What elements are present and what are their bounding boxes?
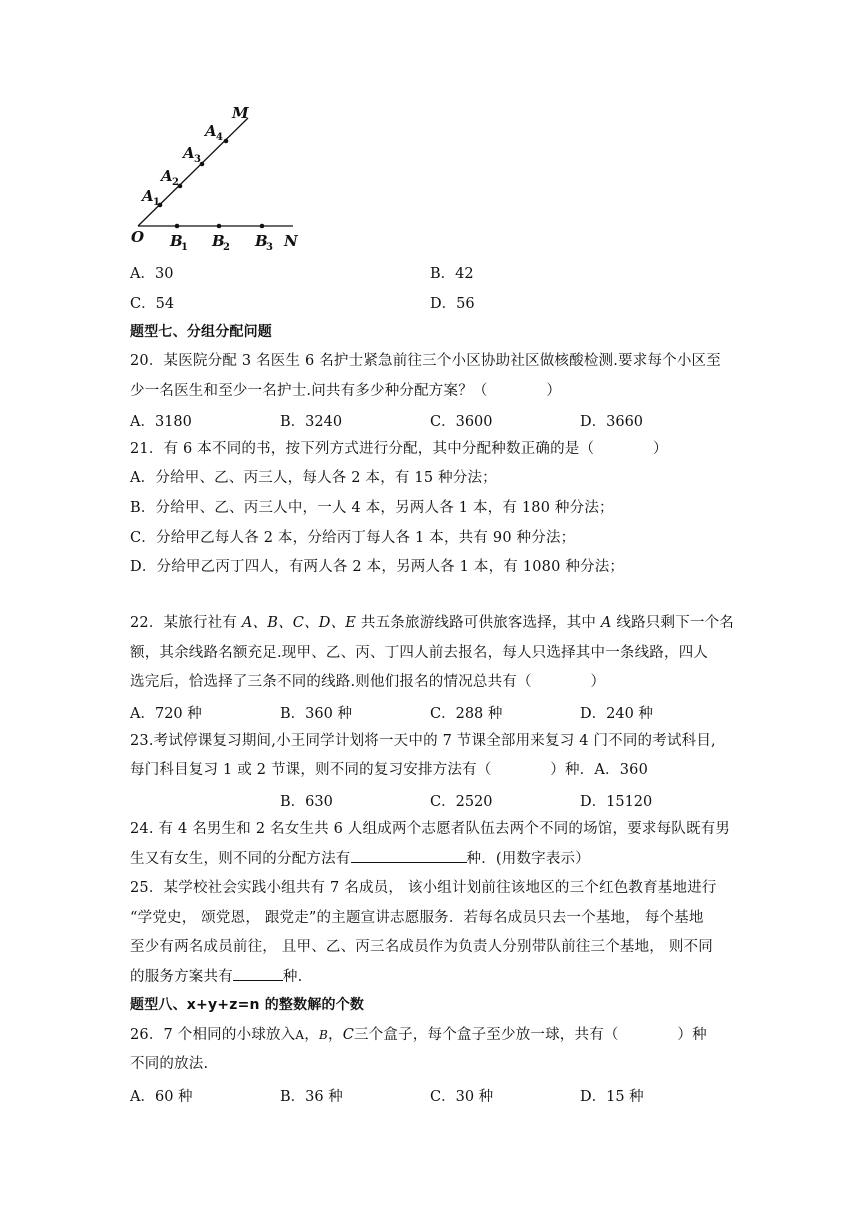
q22-option-b: B．360 种 [280, 706, 352, 722]
section-heading-8: 题型八、x+y+z=n 的整数解的个数 [130, 997, 365, 1013]
q21-option-c: C．分给甲乙每人各 2 本，分给丙丁每人各 1 本，共有 90 种分法； [130, 530, 576, 546]
q24-text-line1: 24. 有 4 名男生和 2 名女生共 6 人组成两个志愿者队伍去两个不同的场馆，要求每队既有男 [130, 821, 731, 837]
point-b2 [217, 224, 222, 229]
q19-option-d: D．56 [430, 296, 475, 312]
label-o: O [131, 228, 145, 246]
label-n: N [284, 232, 298, 250]
q24-answer-blank [351, 848, 467, 863]
q24-text-line2 [130, 848, 590, 869]
point-b1 [175, 224, 180, 229]
q20-option-b: B．3240 [280, 414, 343, 430]
angle-figure [128, 98, 308, 263]
q26-option-d: D．15 种 [580, 1089, 644, 1105]
label-b1-sub: 1 [181, 242, 188, 253]
q22-text-line3: 选完后，恰选择了三条不同的线路.则他们报名的情况总共有（ ） [130, 674, 606, 690]
q21-option-d: D．分给甲乙丙丁四人，有两人各 2 本，另两人各 1 本，有 1080 种分法； [130, 559, 625, 575]
label-a2-sub: 2 [172, 177, 179, 188]
label-m: M [232, 104, 249, 122]
q20-text-line1: 20．某医院分配 3 名医生 6 名护士紧急前往三个小区协助社区做核酸检测.要求每个小区至 [130, 353, 721, 369]
point-b3 [260, 224, 265, 229]
q22-text-line2: 额，其余线路名额充足.现甲、乙、丙、丁四人前去报名，每人只选择其中一条线路，四人 [130, 645, 709, 661]
label-a3: A [183, 144, 195, 162]
q20-option-d: D．3660 [580, 414, 644, 430]
q25-text-line4 [130, 966, 302, 987]
section-heading-7: 题型七、分组分配问题 [130, 324, 272, 340]
q22-line1-part2: 共五条旅游线路可供旅客选择，其中 [356, 615, 601, 631]
label-b2-sub: 2 [223, 242, 230, 253]
q26-option-c: C．30 种 [430, 1089, 494, 1105]
label-a3-sub: 3 [194, 154, 201, 165]
q26-box-b: B [318, 1028, 328, 1042]
q19-option-c: C．54 [130, 296, 175, 312]
q22-text-line1 [130, 613, 734, 633]
label-b3-sub: 3 [266, 242, 273, 253]
q25-text-line2: “学党史， 颂党恩， 跟党走”的主题宣讲志愿服务．若每名成员只去一个基地， 每个基地 [130, 910, 704, 926]
label-b3: B [255, 232, 268, 250]
q19-option-b: B．42 [430, 266, 474, 282]
q22-line1-part3: 线路只剩下一个名 [611, 615, 735, 631]
label-b2: B [212, 232, 225, 250]
label-a2: A [161, 167, 173, 185]
q26-line1-part1: 26．7 个相同的小球放入 [130, 1027, 296, 1043]
q22-option-c: C．288 种 [430, 706, 503, 722]
q22-line1-part1: 22．某旅行社有 [130, 615, 242, 631]
ray-om [138, 118, 248, 226]
point-a4 [224, 139, 229, 144]
q26-sep2: ， [328, 1027, 343, 1043]
q25-line4-part1: 的服务方案共有 [130, 969, 233, 985]
q22-option-a: A．720 种 [130, 706, 202, 722]
q23-text-line2: 每门科目复习 1 或 2 节课，则不同的复习安排方法有（ ）种．A．360 [130, 762, 649, 778]
q21-text-line1: 21．有 6 本不同的书，按下列方式进行分配，其中分配种数正确的是（ ） [130, 441, 668, 457]
label-a4-sub: 4 [216, 132, 223, 143]
q20-text-line2: 少一名医生和至少一名护士.问共有多少种分配方案？（ ） [130, 383, 562, 399]
q20-option-c: C．3600 [430, 414, 493, 430]
q26-option-a: A．60 种 [130, 1089, 193, 1105]
q25-line4-part2: 种. [282, 969, 303, 985]
q24-line2-part1: 生又有女生，则不同的分配方法有 [130, 851, 351, 867]
q26-text-line1 [130, 1025, 707, 1045]
q25-text-line1: 25．某学校社会实践小组共有 7 名成员， 该小组计划前往该地区的三个红色教育基地进行 [130, 880, 717, 896]
q23-option-d: D．15120 [580, 794, 653, 810]
q23-text-line1: 23.考试停课复习期间,小王同学计划将一天中的 7 节课全部用来复习 4 门不同的考试科目, [130, 733, 716, 749]
q21-option-a: A．分给甲、乙、丙三人，每人各 2 本，有 15 种分法； [130, 470, 497, 486]
q24-line2-part2: 种．(用数字表示） [466, 851, 590, 867]
label-a4: A [205, 122, 217, 140]
q23-option-b: B．630 [280, 794, 333, 810]
q26-box-c: C [342, 1027, 354, 1043]
q22-routes: A、B、C、D、E [241, 615, 357, 631]
q20-option-a: A．3180 [130, 414, 192, 430]
q19-option-a: A．30 [130, 266, 174, 282]
q26-line1-part2: 三个盒子，每个盒子至少放一球，共有（ ）种 [354, 1027, 707, 1043]
q25-text-line3: 至少有两名成员前往， 且甲、乙、丙三名成员作为负责人分别带队前往三个基地， 则不同 [130, 939, 713, 955]
q26-sep1: ， [304, 1027, 319, 1043]
q22-option-d: D．240 种 [580, 706, 653, 722]
q26-box-a: A [295, 1028, 305, 1042]
q26-text-line2: 不同的放法. [130, 1056, 209, 1072]
q21-option-b: B．分给甲、乙、丙三人中，一人 4 本，另两人各 1 本，有 180 种分法； [130, 500, 614, 516]
q23-option-c: C．2520 [430, 794, 493, 810]
q25-answer-blank [233, 966, 283, 981]
q26-option-b: B．36 种 [280, 1089, 343, 1105]
label-b1: B [170, 232, 183, 250]
label-a1-sub: 1 [153, 197, 160, 208]
q22-route-a: A [600, 615, 612, 631]
label-a1: A [142, 187, 154, 205]
